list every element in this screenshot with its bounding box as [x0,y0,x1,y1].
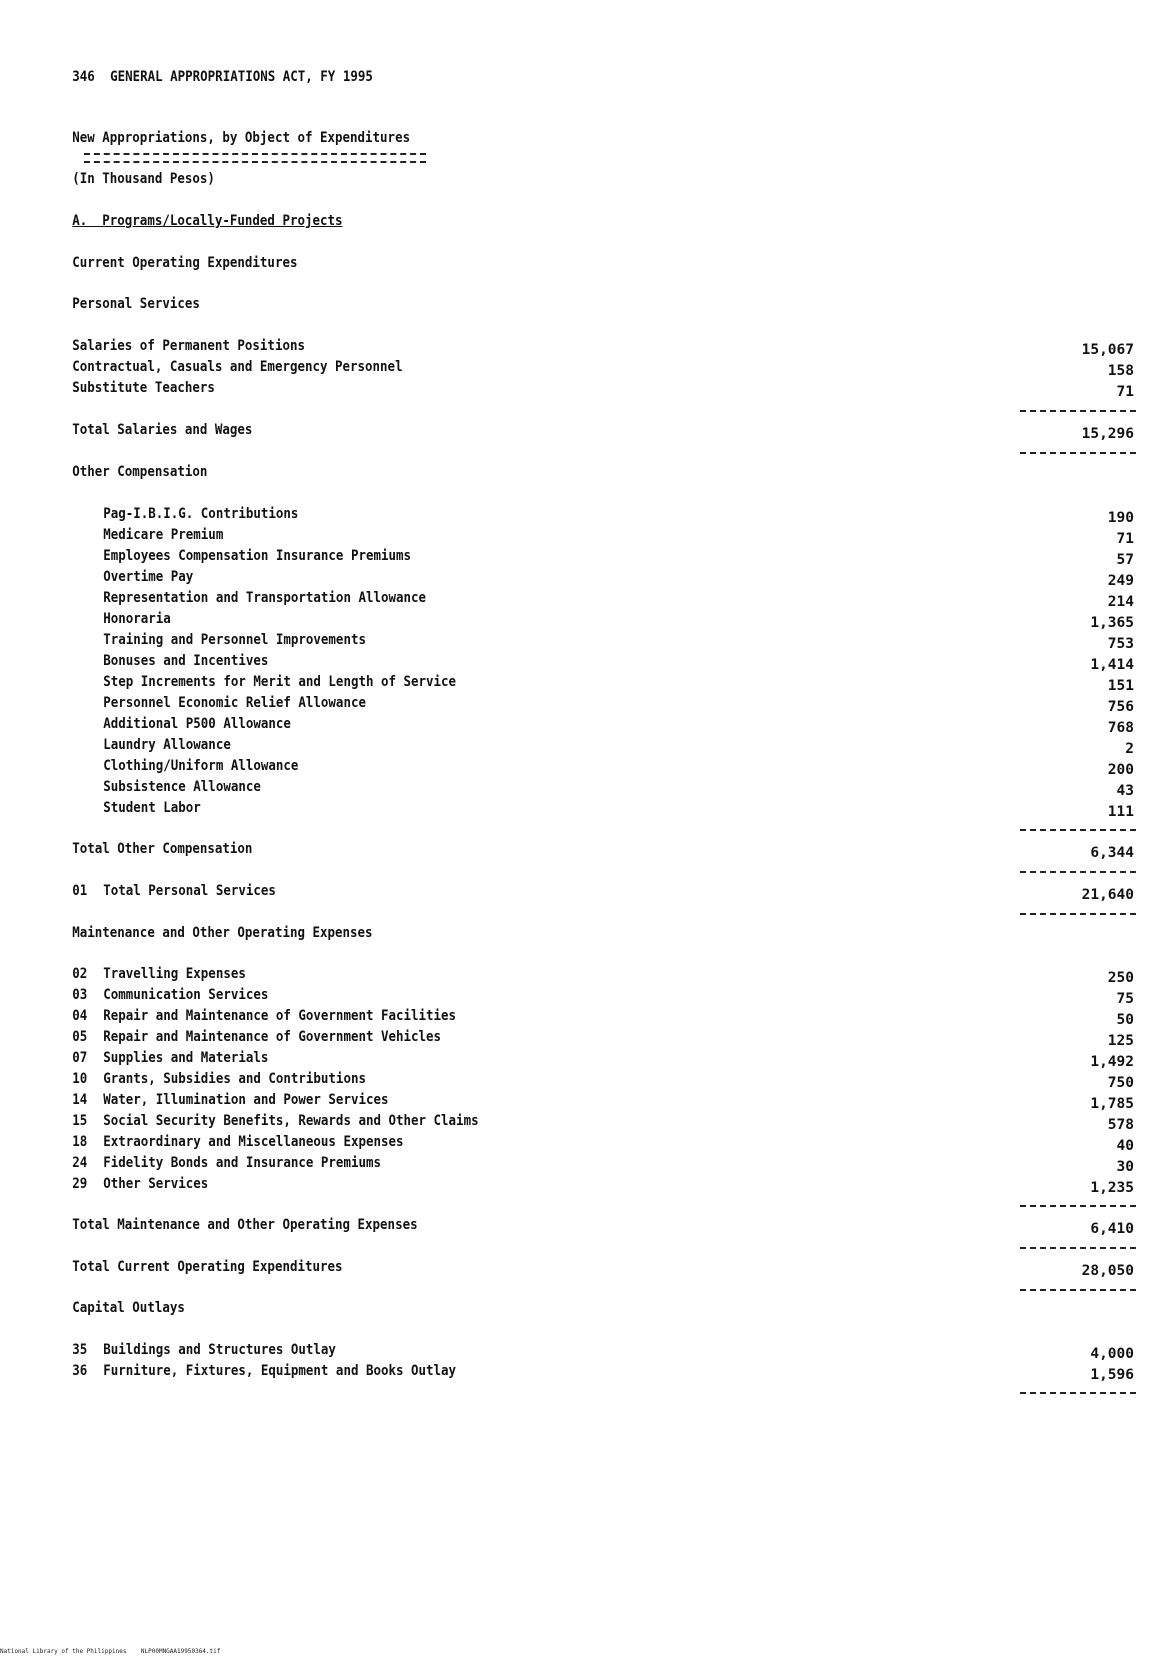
other-comp-amount-cell [1000,696,1134,718]
mooe-amount-cell [1000,1114,1134,1136]
mooe-code: 02 [72,966,88,982]
other-comp-row [0,545,1004,567]
mooe-heading: Maintenance and Other Operating Expenses [72,925,373,941]
other-comp-label: Medicare Premium [103,527,224,543]
mooe-row [0,1047,1004,1069]
salary-amount-cell [1000,360,1134,382]
total-other-comp-row [0,838,1004,860]
other-comp-label: Representation and Transportation Allowance [103,590,427,606]
mooe-amount: 578 [1107,1117,1134,1133]
salary-amount: 158 [1107,363,1134,379]
other-comp-amount: 151 [1107,678,1134,694]
other-comp-label: Overtime Pay [103,569,194,585]
other-comp-row [0,692,1004,714]
mooe-amount: 1,235 [1090,1180,1134,1196]
total-salaries-label: Total Salaries and Wages [72,422,253,438]
other-comp-label: Step Increments for Merit and Length of Service [103,674,457,690]
mooe-amount: 40 [1116,1138,1134,1154]
other-comp-heading: Other Compensation [72,464,208,480]
other-comp-amount: 1,414 [1090,657,1134,673]
mooe-amount-cell [1000,988,1134,1010]
mooe-label: Other Services [103,1176,209,1192]
current-operating-line [0,252,1004,274]
subtotal-rule [1020,829,1136,831]
mooe-row [0,1131,1004,1153]
mooe-row [0,1152,1004,1174]
other-comp-row [0,566,1004,588]
unit-label: (In Thousand Pesos) [72,171,215,187]
total-salaries-amount: 15,296 [1081,426,1134,442]
section-a-heading: A. Programs/Locally-Funded Projects [72,213,343,229]
mooe-amount: 1,492 [1090,1054,1134,1070]
other-comp-amount: 1,365 [1090,615,1134,631]
other-comp-amount: 111 [1107,804,1134,820]
mooe-code: 29 [72,1176,88,1192]
other-comp-label: Clothing/Uniform Allowance [103,758,299,774]
total-coe-label: Total Current Operating Expenditures [72,1259,343,1275]
other-comp-amount: 190 [1107,510,1134,526]
total-mooe-amount: 6,410 [1090,1221,1134,1237]
footer-file: NLP00MNGAA19950364.tif [140,1648,221,1655]
salary-label: Contractual, Casuals and Emergency Personnel [72,359,403,375]
other-comp-row [0,797,1004,819]
other-comp-label: Training and Personnel Improvements [103,632,366,648]
mooe-row [0,984,1004,1006]
mooe-code: 04 [72,1008,88,1024]
capital-code: 36 [72,1363,88,1379]
other-comp-row [0,629,1004,651]
other-comp-amount: 43 [1116,783,1134,799]
personal-services-line [0,293,1004,315]
salary-row [0,377,1004,399]
mooe-label: Repair and Maintenance of Government Vehicles [103,1029,442,1045]
capital-amount: 4,000 [1090,1346,1134,1362]
mooe-amount-cell [1000,1030,1134,1052]
total-rule [1020,1247,1136,1249]
total-ps-label: Total Personal Services [103,883,276,899]
other-comp-label: Student Labor [103,800,201,816]
other-comp-row [0,587,1004,609]
mooe-row [0,1110,1004,1132]
total-mooe-row [0,1214,1004,1236]
section-a-line [0,210,1004,232]
mooe-amount: 250 [1107,970,1134,986]
salary-amount-cell [1000,339,1134,361]
mooe-code: 03 [72,987,88,1003]
mooe-code: 18 [72,1134,88,1150]
mooe-row [0,1005,1004,1027]
mooe-code: 10 [72,1071,88,1087]
total-coe-amount: 28,050 [1081,1263,1134,1279]
mooe-code: 15 [72,1113,88,1129]
capital-amount: 1,596 [1090,1367,1134,1383]
total-rule [1020,1289,1136,1291]
salary-amount: 15,067 [1081,342,1134,358]
other-comp-amount: 2 [1125,741,1134,757]
other-comp-row [0,713,1004,735]
mooe-amount-cell [1000,1072,1134,1094]
other-comp-amount: 753 [1107,636,1134,652]
other-comp-amount-cell [1000,570,1134,592]
total-rule [1020,452,1136,454]
total-rule [1020,871,1136,873]
salary-label: Salaries of Permanent Positions [72,338,305,354]
other-comp-label: Pag-I.B.I.G. Contributions [103,506,299,522]
other-comp-amount-cell [1000,801,1134,823]
other-comp-amount: 768 [1107,720,1134,736]
total-ps-code: 01 [72,883,88,899]
mooe-amount: 125 [1107,1033,1134,1049]
capital-code: 35 [72,1342,88,1358]
other-comp-label: Bonuses and Incentives [103,653,269,669]
mooe-amount-cell [1000,1177,1134,1199]
mooe-label: Social Security Benefits, Rewards and Other Claims [103,1113,479,1129]
mooe-code: 05 [72,1029,88,1045]
mooe-row [0,1068,1004,1090]
mooe-code: 14 [72,1092,88,1108]
mooe-amount-cell [1000,967,1134,989]
total-other-comp-label: Total Other Compensation [72,841,253,857]
other-comp-amount-cell [1000,633,1134,655]
mooe-label: Supplies and Materials [103,1050,269,1066]
other-comp-row [0,776,1004,798]
mooe-amount-cell [1000,1009,1134,1031]
total-ps-amount: 21,640 [1081,887,1134,903]
other-comp-amount: 200 [1107,762,1134,778]
mooe-amount: 30 [1116,1159,1134,1175]
other-comp-amount-cell [1000,675,1134,697]
mooe-label: Repair and Maintenance of Government Facilities [103,1008,457,1024]
mooe-label: Fidelity Bonds and Insurance Premiums [103,1155,381,1171]
salary-amount-cell [1000,381,1134,403]
other-comp-amount-cell [1000,759,1134,781]
total-coe-row [0,1256,1004,1278]
other-comp-amount-cell [1000,507,1134,529]
total-salaries-amount-cell [1000,423,1134,445]
other-comp-label: Laundry Allowance [103,737,231,753]
mooe-amount: 50 [1116,1012,1134,1028]
mooe-amount: 1,785 [1090,1096,1134,1112]
heading-title: New Appropriations, by Object of Expenditures [72,130,411,146]
mooe-label: Water, Illumination and Power Services [103,1092,389,1108]
other-comp-amount-cell [1000,612,1134,634]
other-comp-label: Honoraria [103,611,171,627]
capital-heading: Capital Outlays [72,1300,185,1316]
salary-row [0,356,1004,378]
subtotal-rule [1020,410,1136,412]
mooe-row [0,1089,1004,1111]
other-comp-row [0,650,1004,672]
other-comp-heading-line [0,461,1004,483]
other-comp-amount: 71 [1116,531,1134,547]
double-rule [84,153,426,163]
mooe-label: Grants, Subsidies and Contributions [103,1071,366,1087]
subtotal-rule [1020,1205,1136,1207]
other-comp-amount-cell [1000,717,1134,739]
other-comp-amount-cell [1000,654,1134,676]
other-comp-row [0,671,1004,693]
other-comp-amount: 214 [1107,594,1134,610]
other-comp-amount: 57 [1116,552,1134,568]
total-coe-amount-cell [1000,1260,1134,1282]
mooe-label: Communication Services [103,987,269,1003]
capital-amount-cell [1000,1364,1134,1386]
other-comp-amount-cell [1000,780,1134,802]
mooe-amount: 75 [1116,991,1134,1007]
other-comp-label: Subsistence Allowance [103,779,261,795]
other-comp-amount-cell [1000,528,1134,550]
footer-library: National Library of the Philippines [0,1648,127,1655]
heading-title-line [0,127,1004,149]
personal-services-heading: Personal Services [72,296,200,312]
other-comp-row [0,608,1004,630]
other-comp-amount: 756 [1107,699,1134,715]
unit-line [0,168,1004,190]
capital-label: Furniture, Fixtures, Equipment and Books Outlay [103,1363,457,1379]
mooe-amount-cell [1000,1051,1134,1073]
mooe-amount: 750 [1107,1075,1134,1091]
scan-footer [0,1648,220,1656]
mooe-code: 24 [72,1155,88,1171]
salary-amount: 71 [1116,384,1134,400]
mooe-amount-cell [1000,1135,1134,1157]
capital-label: Buildings and Structures Outlay [103,1342,336,1358]
capital-amount-cell [1000,1343,1134,1365]
other-comp-label: Personnel Economic Relief Allowance [103,695,366,711]
other-comp-amount-cell [1000,549,1134,571]
mooe-row [0,963,1004,985]
mooe-amount-cell [1000,1156,1134,1178]
other-comp-amount-cell [1000,738,1134,760]
mooe-row [0,1173,1004,1195]
total-ps-row [0,880,1004,902]
other-comp-row [0,524,1004,546]
document-title: GENERAL APPROPRIATIONS ACT, FY 1995 [110,69,373,85]
page-number: 346 [72,69,95,85]
mooe-heading-line [0,922,1004,944]
total-mooe-amount-cell [1000,1218,1134,1240]
other-comp-row [0,734,1004,756]
other-comp-amount-cell [1000,591,1134,613]
total-rule [1020,913,1136,915]
mooe-label: Extraordinary and Miscellaneous Expenses [103,1134,404,1150]
other-comp-amount: 249 [1107,573,1134,589]
mooe-label: Travelling Expenses [103,966,246,982]
page-header [0,66,1004,88]
other-comp-label: Additional P500 Allowance [103,716,291,732]
total-other-comp-amount-cell [1000,842,1134,864]
salary-row [0,335,1004,357]
other-comp-row [0,755,1004,777]
salary-label: Substitute Teachers [72,380,215,396]
current-operating-heading: Current Operating Expenditures [72,255,298,271]
mooe-code: 07 [72,1050,88,1066]
total-other-comp-amount: 6,344 [1090,845,1134,861]
total-salaries-row [0,419,1004,441]
mooe-amount-cell [1000,1093,1134,1115]
subtotal-rule [1020,1392,1136,1394]
total-mooe-label: Total Maintenance and Other Operating Expenses [72,1217,418,1233]
mooe-row [0,1026,1004,1048]
other-comp-row [0,503,1004,525]
total-ps-amount-cell [1000,884,1134,906]
capital-heading-line [0,1297,1004,1319]
other-comp-label: Employees Compensation Insurance Premiums [103,548,412,564]
capital-row [0,1360,1004,1382]
capital-row [0,1339,1004,1361]
